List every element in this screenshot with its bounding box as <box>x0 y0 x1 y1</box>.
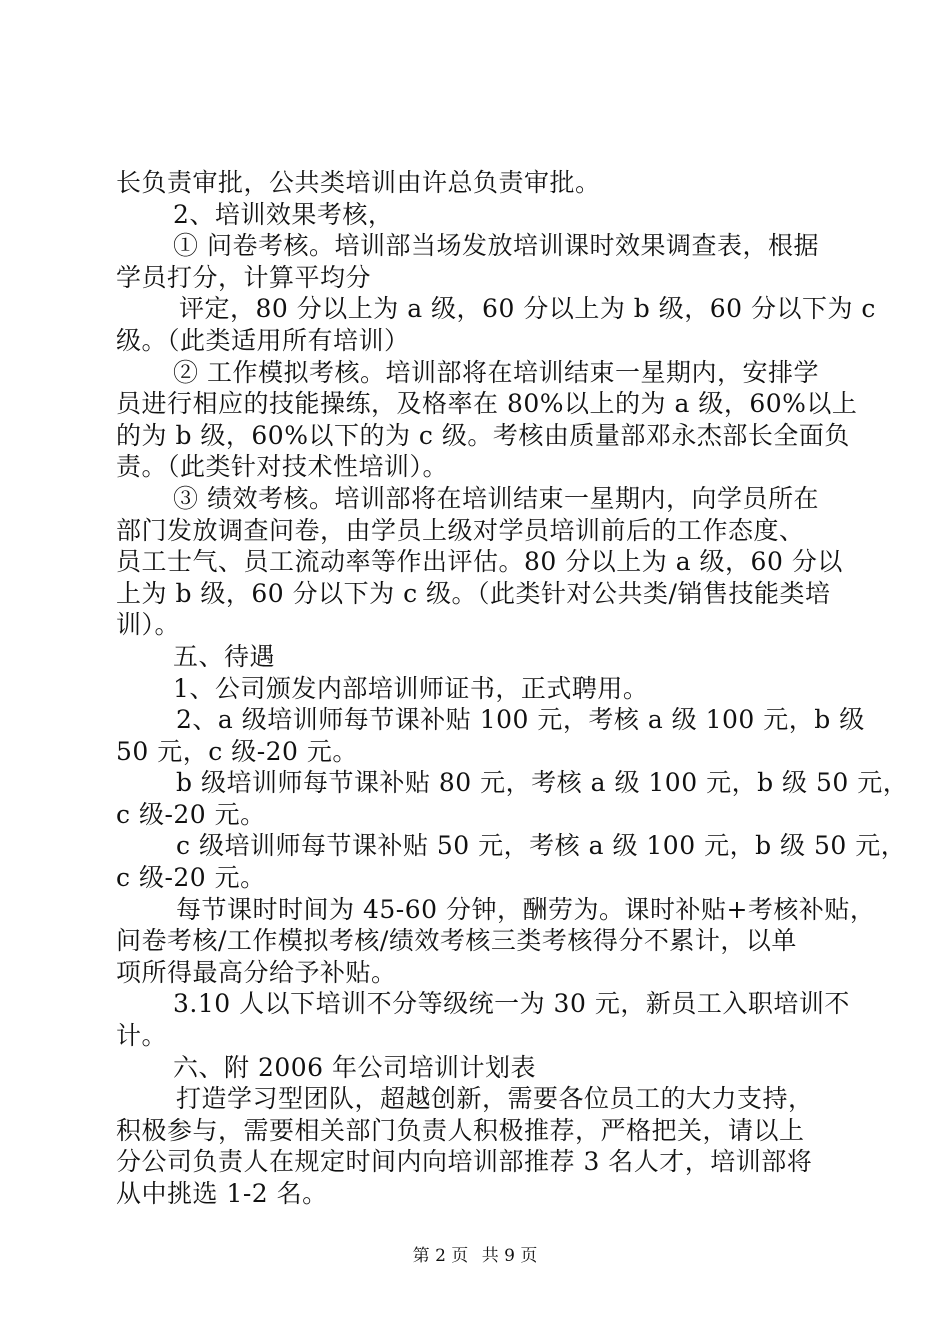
text-line: 积极参与，需要相关部门负责人积极推荐，严格把关，请以上 <box>116 1115 805 1145</box>
text-line: 每节课时时间为 45-60 分钟，酬劳为。课时补贴+考核补贴， <box>176 894 876 924</box>
text-line: 计。 <box>116 1021 168 1051</box>
page-footer <box>0 1245 950 1267</box>
text-line: 级。（此类适用所有培训） <box>116 325 410 355</box>
text-line: 3.10 人以下培训不分等级统一为 30 元，新员工入职培训不 <box>173 989 850 1019</box>
text-line: c 级-20 元。 <box>116 799 266 829</box>
text-line: 上为 b 级，60 分以下为 c 级。（此类针对公共类/销售技能类培 <box>116 578 831 608</box>
text-line: 项所得最高分给予补贴。 <box>116 957 397 987</box>
text-line: ③ 绩效考核。培训部将在培训结束一星期内，向学员所在 <box>173 483 819 513</box>
text-line: 员进行相应的技能操练，及格率在 80%以上的为 a 级，60%以上 <box>116 389 858 419</box>
text-line: 1、公司颁发内部培训师证书，正式聘用。 <box>173 673 649 703</box>
text-line: 从中挑选 1-2 名。 <box>116 1179 328 1208</box>
section-heading: 五、待遇 <box>173 641 276 671</box>
page-total: 共 9 页 <box>481 1246 538 1266</box>
text-line: 部门发放调查问卷，由学员上级对学员培训前后的工作态度、 <box>116 515 805 545</box>
document-body <box>116 167 909 1210</box>
text-line: 问卷考核/工作模拟考核/绩效考核三类考核得分不累计，以单 <box>116 926 797 956</box>
text-line: 责。（此类针对技术性培训）。 <box>116 452 449 482</box>
text-line: 分公司负责人在规定时间内向培训部推荐 3 名人才，培训部将 <box>116 1147 813 1177</box>
text-line: 2、培训效果考核， <box>173 199 394 229</box>
text-line: c 级培训师每节课补贴 50 元，考核 a 级 100 元，b 级 50 元， <box>176 831 907 861</box>
text-line: ① 问卷考核。培训部当场发放培训课时效果调查表，根据 <box>173 231 819 261</box>
text-line: 长负责审批，公共类培训由许总负责审批。 <box>116 168 601 197</box>
text-line: 的为 b 级，60%以下的为 c 级。考核由质量部邓永杰部长全面负 <box>116 420 850 450</box>
section-heading: 六、附 2006 年公司培训计划表 <box>173 1052 537 1082</box>
page-number: 第 2 页 <box>412 1246 469 1266</box>
text-line: 50 元，c 级-20 元。 <box>116 736 358 766</box>
text-line: 2、a 级培训师每节课补贴 100 元，考核 a 级 100 元，b 级 <box>176 705 865 735</box>
text-line: 打造学习型团队，超越创新，需要各位员工的大力支持， <box>176 1084 814 1114</box>
text-line: ② 工作模拟考核。培训部将在培训结束一星期内，安排学 <box>173 357 819 387</box>
text-line: 训）。 <box>116 610 181 640</box>
text-line: c 级-20 元。 <box>116 863 266 893</box>
text-line: b 级培训师每节课补贴 80 元，考核 a 级 100 元，b 级 50 元， <box>176 768 909 798</box>
text-line: 评定，80 分以上为 a 级，60 分以上为 b 级，60 分以下为 c <box>179 294 876 324</box>
text-line: 员工士气、员工流动率等作出评估。80 分以上为 a 级，60 分以 <box>116 547 843 577</box>
text-line: 学员打分，计算平均分 <box>116 262 372 292</box>
